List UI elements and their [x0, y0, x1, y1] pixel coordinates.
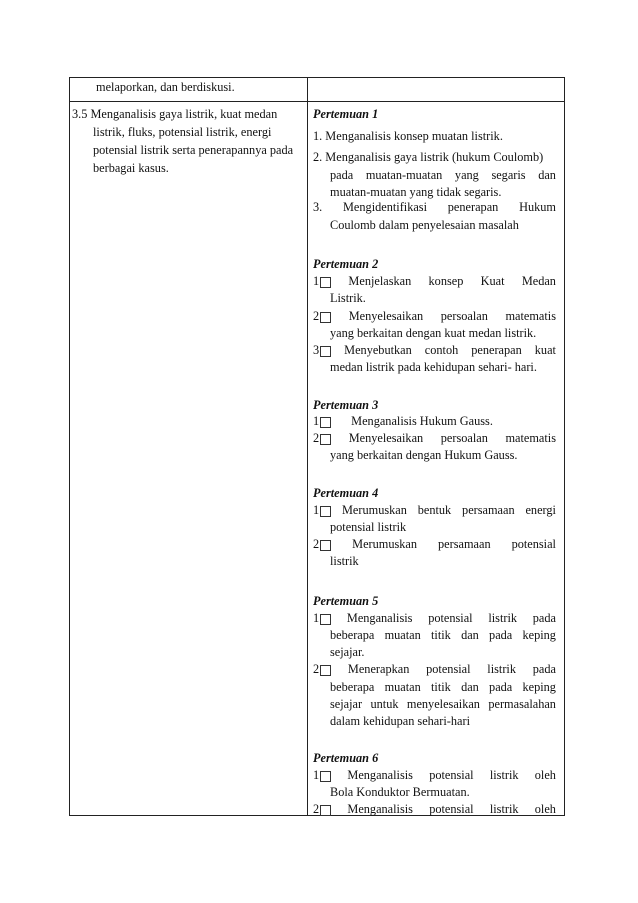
column-divider — [307, 77, 308, 815]
indicator-line-justified: 2 Menerapkan potensial listrik pada — [313, 662, 556, 676]
missing-glyph-icon — [320, 614, 331, 625]
missing-glyph-icon — [320, 665, 331, 676]
indicator-line-justified: 1 Menganalisis potensial listrik oleh — [313, 768, 556, 782]
indicator-line-justified: sejajar untuk menyelesaikan permasalahan — [330, 697, 556, 711]
indicator-line: yang berkaitan dengan Hukum Gauss. — [330, 448, 518, 462]
indicator-line: Coulomb dalam penyelesaian masalah — [330, 218, 519, 232]
indicator-line-justified: beberapa muatan titik dan pada keping — [330, 628, 556, 642]
missing-glyph-icon — [320, 312, 331, 323]
indicator-line-justified: 3. Mengidentifikasi penerapan Hukum — [313, 200, 556, 214]
meeting-heading: Pertemuan 1 — [313, 107, 379, 121]
indicator-line-justified: 1 Merumuskan bentuk persamaan energi — [313, 503, 556, 517]
indicator-line: Listrik. — [330, 291, 366, 305]
missing-glyph-icon — [320, 417, 331, 428]
indicator-line: 2. Menganalisis gaya listrik (hukum Coulomb) — [313, 150, 544, 164]
meeting-heading: Pertemuan 4 — [313, 486, 379, 500]
indicator-line: potensial listrik — [330, 520, 407, 534]
competency-line: 3.5 Menganalisis gaya listrik, kuat medan — [72, 107, 278, 121]
meeting-heading: Pertemuan 3 — [313, 398, 379, 412]
meeting-heading: Pertemuan 2 — [313, 257, 379, 271]
indicator-line-justified: 2 Menyelesaikan persoalan matematis — [313, 431, 556, 445]
meeting-heading: Pertemuan 5 — [313, 594, 379, 608]
indicator-line: yang berkaitan dengan kuat medan listrik. — [330, 326, 537, 340]
missing-glyph-icon — [320, 434, 331, 445]
competency-line: berbagai kasus. — [93, 161, 169, 175]
indicator-line: 1. Menganalisis konsep muatan listrik. — [313, 129, 503, 143]
missing-glyph-icon — [320, 277, 331, 288]
competency-line: potensial listrik serta penerapannya pada — [93, 143, 294, 157]
indicator-line: sejajar. — [330, 645, 365, 659]
table-border-top — [70, 77, 564, 78]
indicator-line-justified: pada muatan-muatan yang segaris dan — [330, 168, 556, 182]
missing-glyph-icon — [320, 506, 331, 517]
indicator-line-justified: 1 Menganalisis potensial listrik pada — [313, 611, 556, 625]
indicator-line: Bola Konduktor Bermuatan. — [330, 785, 470, 799]
indicator-line: muatan-muatan yang tidak segaris. — [330, 185, 502, 199]
indicator-line: medan listrik pada kehidupan sehari- hari. — [330, 360, 537, 374]
indicator-line: 1 Menganalisis Hukum Gauss. — [313, 414, 493, 428]
meeting-heading: Pertemuan 6 — [313, 751, 379, 765]
indicator-line-justified: 2 Menganalisis potensial listrik oleh — [313, 802, 556, 816]
row1-left-text: melaporkan, dan berdiskusi. — [96, 80, 235, 94]
missing-glyph-icon — [320, 805, 331, 816]
indicator-line-justified: 3 Menyebutkan contoh penerapan kuat — [313, 343, 556, 357]
missing-glyph-icon — [320, 346, 331, 357]
indicator-line-justified: 1 Menjelaskan konsep Kuat Medan — [313, 274, 556, 288]
competency-line: listrik, fluks, potensial listrik, energi — [93, 125, 272, 139]
indicator-line-justified: 2 Merumuskan persamaan potensial — [313, 537, 556, 551]
missing-glyph-icon — [320, 540, 331, 551]
indicator-line-justified: beberapa muatan titik dan pada keping — [330, 680, 556, 694]
indicator-line-justified: 2 Menyelesaikan persoalan matematis — [313, 309, 556, 323]
indicator-line: dalam kehidupan sehari-hari — [330, 714, 470, 728]
missing-glyph-icon — [320, 771, 331, 782]
row-divider — [70, 101, 564, 102]
indicator-line: listrik — [330, 554, 359, 568]
